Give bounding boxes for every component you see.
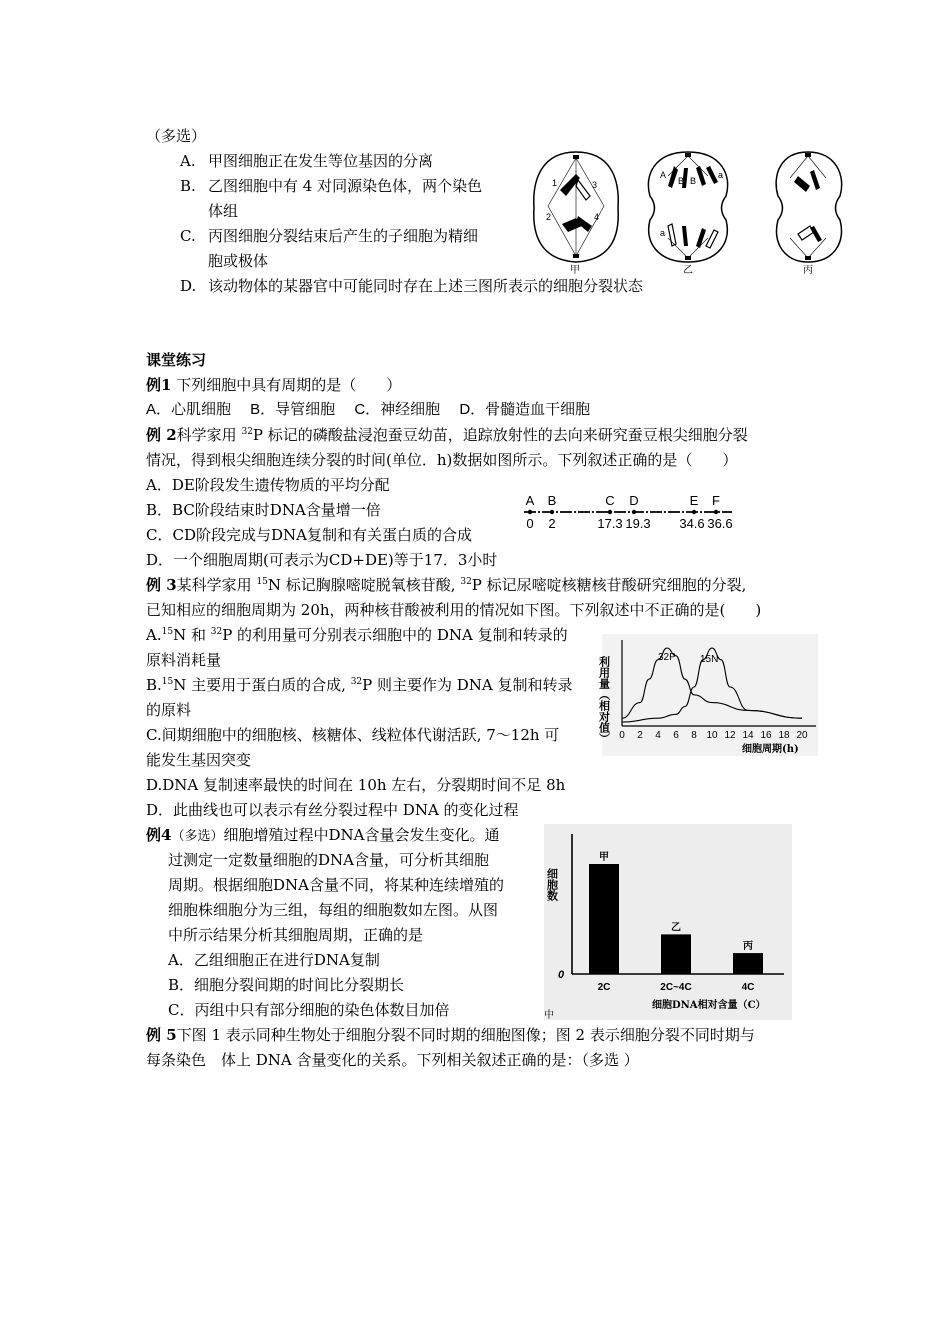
example-1-options: A．心肌细胞 B．导管细胞 C．神经细胞 D．骨髓造血干细胞 (146, 401, 591, 418)
example-3-option-a-text-c: P 的利用量可分别表示细胞中的 DNA 复制和转录的 (222, 626, 568, 644)
timeline-point-C (608, 510, 612, 514)
example-3-option-a-sup1: 15 (161, 627, 174, 637)
tl-letter-C: C (605, 493, 615, 508)
label-jia: 甲 (570, 265, 580, 276)
option-a: 甲图细胞正在发生等位基因的分离 (208, 152, 434, 170)
option-b-key: B. (180, 177, 196, 195)
mark-1: 1 (552, 178, 558, 188)
mark-A: A (660, 170, 667, 180)
x-tick-10: 10 (706, 730, 718, 741)
tl-value-E: 34.6 (679, 516, 705, 531)
x-tick-16: 16 (760, 730, 772, 741)
series-label-32P: 32P (658, 652, 676, 663)
bar-label-甲: 甲 (599, 852, 609, 863)
example-4-option-b: B．细胞分裂间期的时间比分裂期长 (168, 976, 405, 994)
example-4-number: 例4 (146, 826, 172, 844)
bar-甲 (589, 864, 619, 974)
line-xlabel: 细胞周期(h) (742, 744, 799, 755)
x-tick-18: 18 (778, 730, 790, 741)
bar-corner: 中 (544, 1010, 554, 1021)
example-3-option-a-key: A. (146, 626, 162, 644)
cell-yi (648, 152, 727, 262)
example-3-option-b-sup1: 15 (161, 677, 174, 687)
example-3-option-a-text-b: N 和 (173, 626, 211, 644)
question-prefix: （多选） (146, 127, 207, 145)
example-3-option-a-line1 (146, 624, 568, 646)
tl-letter-A: A (525, 493, 535, 508)
example-3-sup1: 15 (256, 577, 268, 587)
bar-category-4C: 4C (741, 982, 755, 993)
dna-content-bar-chart (544, 824, 792, 1020)
example-3-option-c-line2: 能发生基因突变 (146, 751, 252, 769)
example-4-line5: 中所示结果分析其细胞周期，正确的是 (168, 926, 424, 944)
section-title: 课堂练习 (146, 351, 207, 369)
bar-origin: 0 (558, 969, 565, 981)
bar-label-乙: 乙 (671, 922, 681, 934)
example-4-option-a: A．乙组细胞正在进行DNA复制 (168, 951, 380, 969)
mark-4: 4 (594, 212, 600, 222)
example-3-option-a-sup2: 32 (210, 627, 223, 637)
cell-bing (776, 152, 842, 262)
example-3-text-b: N 标记胸腺嘧啶脱氧核苷酸, (267, 576, 461, 594)
tl-value-C: 17.3 (597, 516, 623, 531)
option-b-line2: 体组 (208, 202, 239, 220)
tl-value-A: 0 (526, 516, 534, 531)
example-3-option-e: D．此曲线也可以表示有丝分裂过程中 DNA 的变化过程 (146, 801, 519, 819)
example-3-option-a-line2: 原料消耗量 (146, 651, 222, 669)
tl-letter-E: E (689, 493, 699, 508)
example-2-option-c: C．CD阶段完成与DNA复制和有关蛋白质的合成 (146, 526, 472, 544)
option-c-line2: 胞或极体 (208, 252, 269, 270)
example-3-option-c-line1: C.间期细胞中的细胞核、核糖体、线粒体代谢活跃, 7～12h 可 (146, 726, 560, 744)
example-3-option-b-sup2: 32 (350, 677, 363, 687)
option-d: 该动物体的某器官中可能同时存在上述三图所表示的细胞分裂状态 (208, 277, 644, 295)
bar-category-2C: 2C (597, 982, 611, 993)
example-2-option-a: A．DE阶段发生遗传物质的平均分配 (146, 476, 390, 494)
cell-division-figure (528, 146, 850, 276)
bar-category-2C~4C: 2C~4C (660, 982, 692, 993)
example-3-sup2: 32 (460, 577, 472, 587)
timeline-point-D (632, 510, 636, 514)
example-3-line2: 已知相应的细胞周期为 20h，两种核苷酸被利用的情况如下图。下列叙述中不正确的是( ) (146, 601, 762, 619)
tl-letter-F: F (712, 493, 720, 508)
label-bing: 丙 (803, 265, 813, 276)
mark-a2: a (660, 228, 666, 238)
uptake-line-chart (597, 634, 818, 756)
example-3-text-c: P 标记尿嘧啶核糖核苷酸研究细胞的分裂, (471, 576, 747, 594)
mark-B1: B (678, 176, 685, 186)
tl-letter-B: B (547, 493, 557, 508)
example-2-number: 例 2 (146, 426, 177, 444)
timeline-point-F (714, 510, 718, 514)
example-2-line1 (146, 424, 748, 446)
example-4-text: 细胞增殖过程中DNA含量会发生变化。通 (223, 826, 500, 844)
example-2-text-b: P 标记的磷酸盐浸泡蚕豆幼苗，追踪放射性的去向来研究蚕豆根尖细胞分裂 (252, 426, 748, 444)
example-3-option-b-text-b: N 主要用于蛋白质的合成, (173, 676, 351, 694)
example-3-option-d: D.DNA 复制速率最快的时间在 10h 左右，分裂期时间不足 8h (146, 776, 566, 794)
bar-ylabel: 细胞数 (545, 868, 559, 901)
example-2-option-b: B．BC阶段结束时DNA含量增一倍 (146, 501, 381, 519)
option-c-line1: 丙图细胞分裂结束后产生的子细胞为精细 (208, 227, 479, 245)
label-yi: 乙 (683, 265, 693, 276)
example-5-line2: 每条染色 体上 DNA 含量变化的关系。下列相关叙述正确的是：（多选 ） (146, 1051, 639, 1069)
example-2-sup: 32 (241, 427, 253, 437)
x-tick-20: 20 (796, 730, 808, 741)
example-2-line2: 情况，得到根尖细胞连续分裂的时间(单位．h)数据如图所示。下列叙述正确的是（ ） (146, 451, 738, 469)
example-3-option-b-key: B. (146, 676, 162, 694)
tl-letter-D: D (629, 493, 639, 508)
cell-cycle-timeline (518, 488, 740, 532)
example-4-option-c: C．丙组中只有部分细胞的染色体数目加倍 (168, 1001, 450, 1019)
tl-value-B: 2 (548, 516, 556, 531)
x-tick-4: 4 (655, 730, 661, 741)
example-5-text: 下图 1 表示同种生物处于细胞分裂不同时期的细胞图像；图 2 表示细胞分裂不同时期与 (176, 1026, 755, 1044)
example-3-option-b-line1 (146, 674, 573, 696)
example-4-line4: 细胞株细胞分为三组，每组的细胞数如左图。从图 (168, 901, 499, 919)
option-b-line1: 乙图细胞中有 4 对同源染色体，两个染色 (208, 177, 483, 195)
example-1-stem: 下列细胞中具有周期的是（ ） (176, 376, 402, 394)
tl-value-F: 36.6 (707, 516, 733, 531)
x-tick-2: 2 (637, 730, 643, 741)
bar-label-丙: 丙 (743, 941, 753, 953)
x-tick-0: 0 (619, 730, 625, 741)
line-ylabel: 利用量（相对值） (597, 656, 611, 744)
series-label-15N: 15N (700, 654, 719, 665)
option-d-key: D. (180, 277, 197, 295)
tl-value-D: 19.3 (625, 516, 651, 531)
example-1-number: 例1 (146, 376, 172, 394)
option-a-key: A. (180, 152, 196, 170)
bar-乙 (661, 934, 691, 974)
example-3-number: 例 3 (146, 576, 177, 594)
example-3-text-a: 某科学家用 (176, 576, 257, 594)
mark-B2: B (690, 176, 697, 186)
example-5-number: 例 5 (146, 1026, 177, 1044)
timeline-point-B (550, 510, 554, 514)
mark-a1: a (718, 170, 724, 180)
x-tick-14: 14 (742, 730, 754, 741)
timeline-point-A (528, 510, 532, 514)
x-tick-6: 6 (673, 730, 679, 741)
bar-xlabel: 细胞DNA相对含量（C） (652, 1000, 766, 1011)
option-c-key: C. (180, 227, 196, 245)
x-tick-8: 8 (691, 730, 697, 741)
example-4-line2: 过测定一定数量细胞的DNA含量，可分析其细胞 (168, 851, 489, 869)
example-1 (146, 374, 401, 396)
example-5-line1 (146, 1024, 755, 1046)
timeline-point-E (692, 510, 696, 514)
mark-2: 2 (546, 212, 552, 222)
x-tick-12: 12 (724, 730, 736, 741)
example-3-option-b-line2: 的原料 (146, 701, 192, 719)
example-3-option-b-text-c: P 则主要作为 DNA 复制和转录 (362, 676, 573, 694)
example-3-line1 (146, 574, 746, 596)
example-4-line1 (146, 824, 499, 848)
example-2-text-a: 科学家用 (176, 426, 242, 444)
example-2-option-d: D．一个细胞周期(可表示为CD+DE)等于17．3小时 (146, 551, 498, 569)
example-4-line3: 周期。根据细胞DNA含量不同，将某种连续增殖的 (168, 876, 504, 894)
bar-丙 (733, 953, 763, 974)
example-4-tag: （多选） (171, 829, 224, 844)
mark-3: 3 (592, 180, 598, 190)
